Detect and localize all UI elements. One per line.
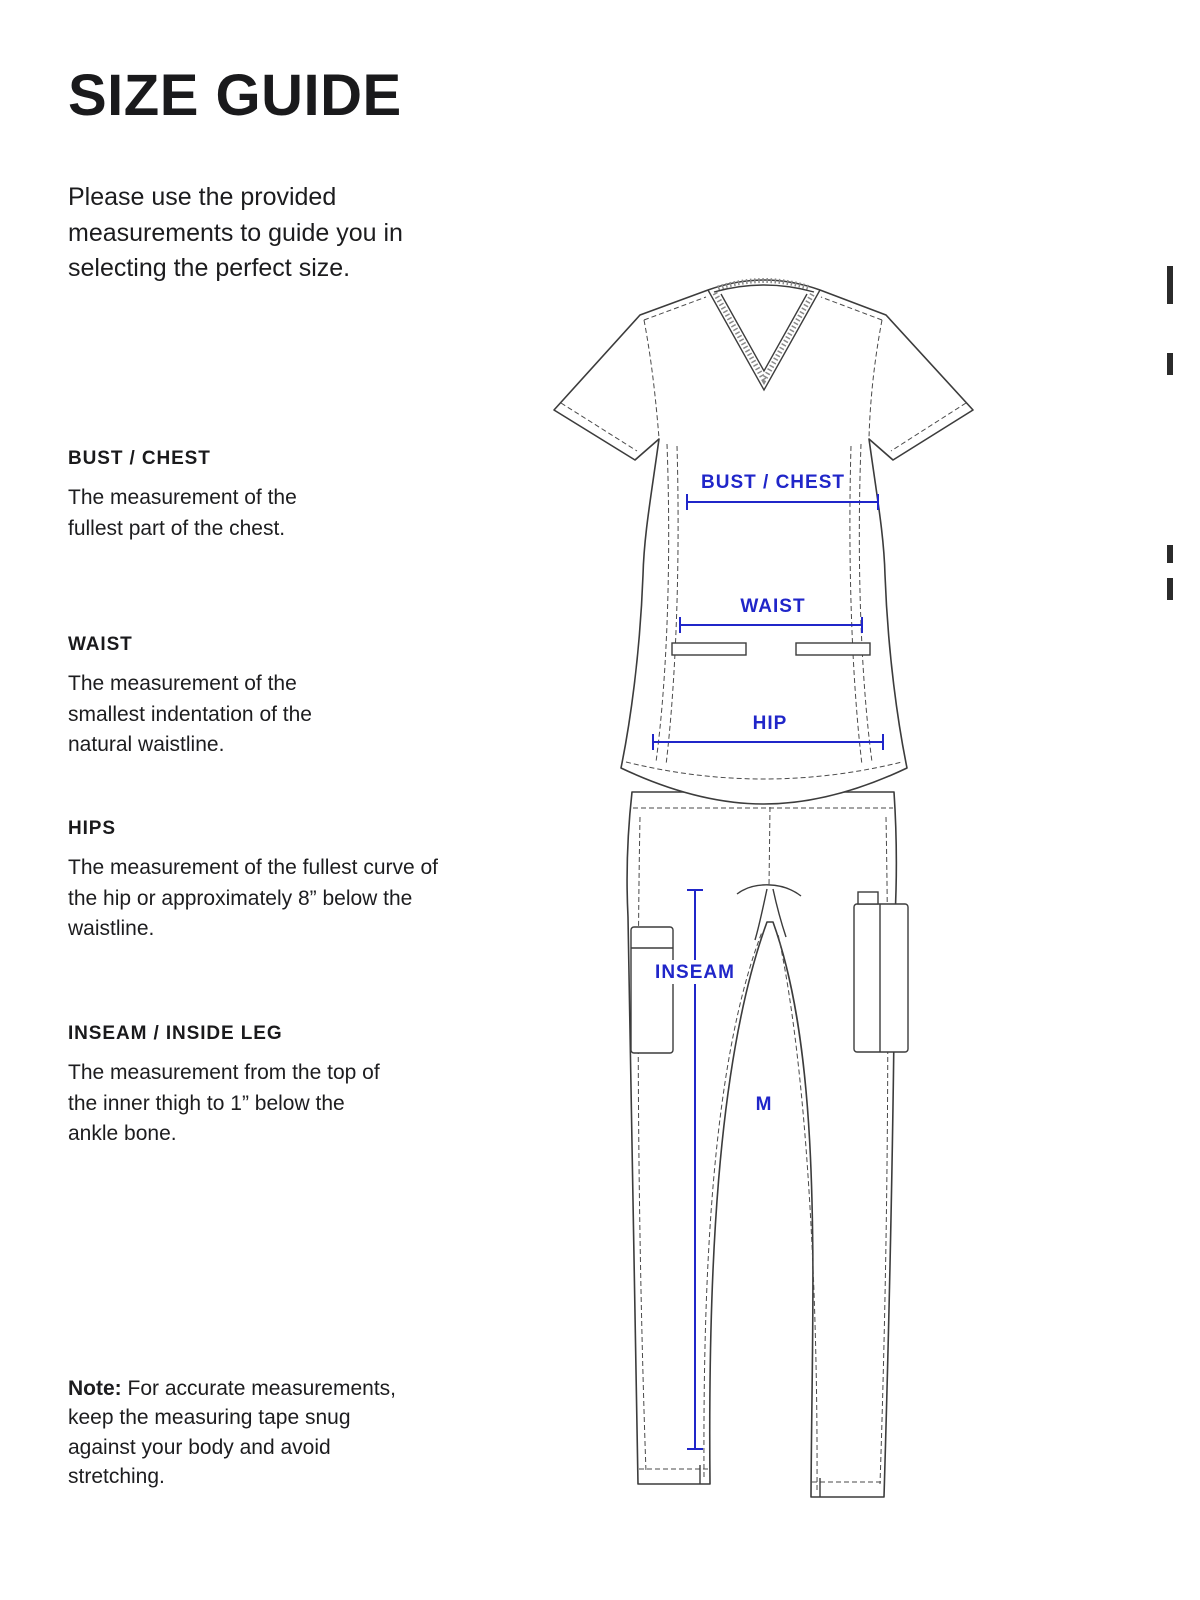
size-marker-label: M — [755, 1094, 773, 1115]
waist-measure-label: WAIST — [740, 596, 806, 617]
hip-measure-label: HIP — [752, 713, 788, 734]
scrub-pants-outline — [627, 792, 896, 1497]
measurement-note — [68, 1374, 404, 1492]
utility-tab — [858, 892, 878, 904]
screen-edge-artifact — [1167, 578, 1173, 600]
welt-pocket-right — [796, 643, 870, 655]
definition-bust-chest — [68, 448, 355, 544]
page-title: SIZE GUIDE — [68, 63, 402, 128]
definition-waist — [68, 634, 374, 761]
definition-heading-bust: BUST / CHEST — [68, 448, 211, 469]
screen-edge-artifact — [1167, 353, 1173, 375]
bust-measure-label: BUST / CHEST — [701, 472, 845, 493]
screen-edge-artifact — [1167, 266, 1173, 304]
definition-heading-inseam: INSEAM / INSIDE LEG — [68, 1023, 283, 1044]
scrubs-technical-drawing-icon — [540, 272, 1000, 1522]
welt-pocket-left — [672, 643, 746, 655]
inseam-measure-label: INSEAM — [655, 962, 735, 983]
note-label: Note: — [68, 1377, 122, 1400]
definition-body-inseam: The measurement from the top of the inner thigh to 1” below the ankle bone. — [68, 1061, 380, 1146]
definition-heading-waist: WAIST — [68, 634, 133, 655]
cargo-pocket-left — [631, 927, 673, 1053]
definition-body-bust: The measurement of the fullest part of the chest. — [68, 486, 297, 540]
definition-heading-hips: HIPS — [68, 818, 116, 839]
cargo-pocket-right — [854, 904, 908, 1052]
definition-hips — [68, 818, 440, 945]
intro-text: Please use the provided measurements to guide you in selecting the perfect size. — [68, 183, 403, 282]
screen-edge-artifact — [1167, 545, 1173, 563]
definition-inseam — [68, 1023, 392, 1150]
garment-diagram — [540, 272, 1000, 1522]
definition-body-waist: The measurement of the smallest indentation of the natural waistline. — [68, 672, 312, 757]
definition-body-hips: The measurement of the fullest curve of the hip or approximately 8” below the waistline. — [68, 856, 439, 941]
note-text: For accurate measurements, keep the measuring tape snug against your body and avoid stretching. — [68, 1377, 396, 1489]
